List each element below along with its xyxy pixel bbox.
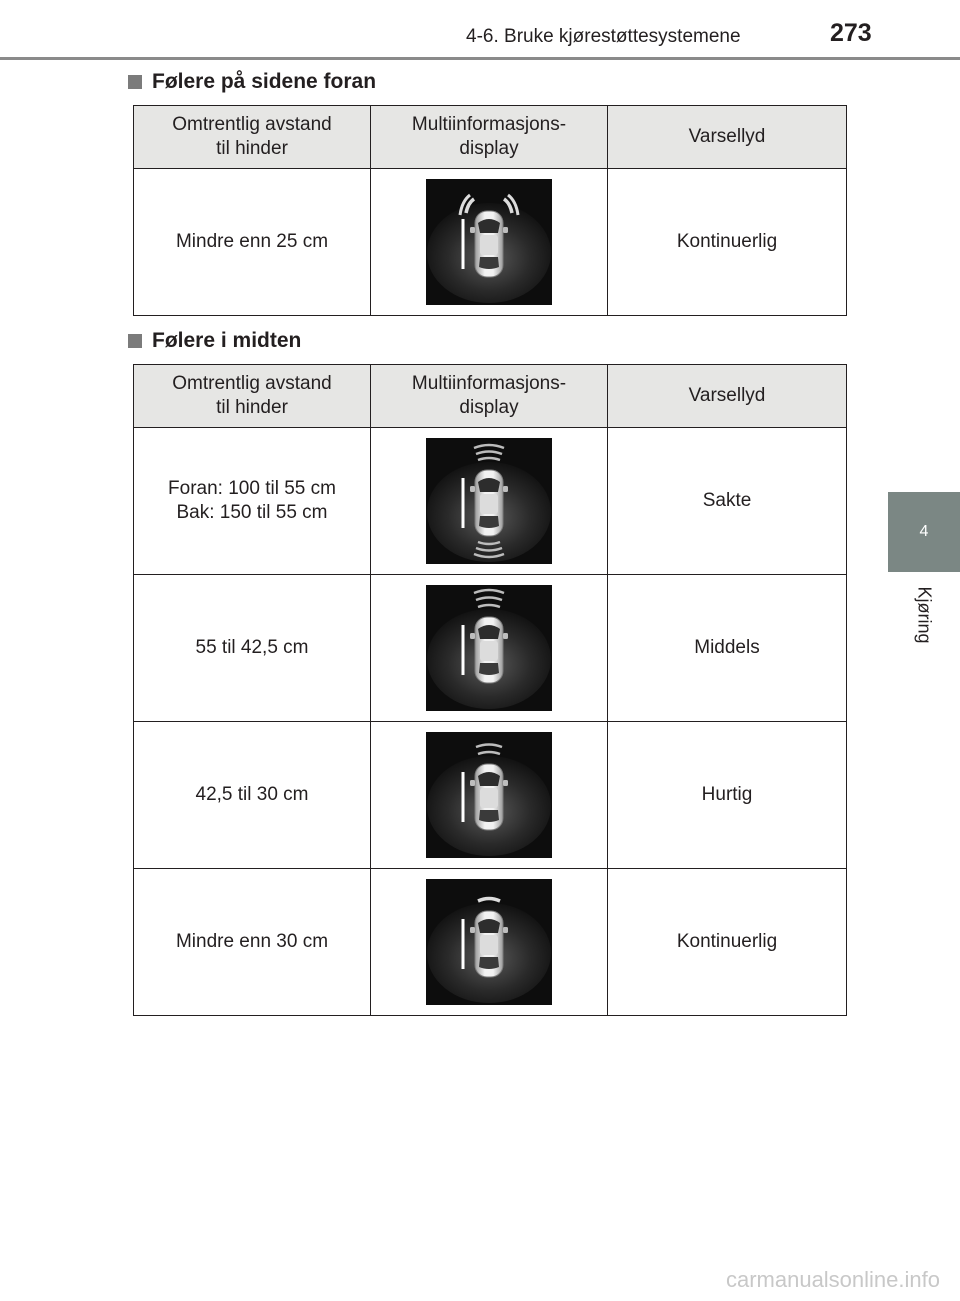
distance-cell: 42,5 til 30 cm: [134, 722, 371, 869]
section-heading-text: Følere på sidene foran: [152, 70, 377, 93]
table-header-row: [134, 106, 847, 169]
sound-cell: Middels: [608, 575, 847, 722]
chapter-number: 4: [919, 523, 929, 540]
display-cell: [371, 428, 608, 575]
section-heading-center: [128, 329, 301, 353]
column-header-distance: Omtrentlig avstand til hinder: [134, 106, 371, 169]
display-cell: [371, 575, 608, 722]
column-header-display: Multiinformasjons- display: [371, 365, 608, 428]
table-header-row: [134, 365, 847, 428]
header-title: 4-6. Bruke kjørestøttesystemene: [466, 26, 741, 47]
car-center-sensors-close-icon: [426, 879, 552, 1005]
chapter-name: Kjøring: [914, 586, 935, 644]
page-number: 273: [830, 19, 872, 47]
header-rule: [0, 57, 960, 60]
table-row: [134, 169, 847, 316]
car-center-sensors-near-icon: [426, 732, 552, 858]
car-center-sensors-mid-icon: [426, 585, 552, 711]
column-header-sound: Varsellyd: [608, 106, 847, 169]
display-cell: [371, 169, 608, 316]
front-side-sensor-table: [133, 105, 847, 316]
display-cell: [371, 722, 608, 869]
column-header-sound: Varsellyd: [608, 365, 847, 428]
table-row: [134, 722, 847, 869]
table-row: [134, 575, 847, 722]
center-sensor-table: [133, 364, 847, 1016]
column-header-distance: Omtrentlig avstand til hinder: [134, 365, 371, 428]
display-cell: [371, 869, 608, 1016]
table-row: [134, 428, 847, 575]
distance-cell: Foran: 100 til 55 cm Bak: 150 til 55 cm: [134, 428, 371, 575]
sound-cell: Kontinuerlig: [608, 869, 847, 1016]
chapter-tab[interactable]: [888, 492, 960, 572]
column-header-display: Multiinformasjons- display: [371, 106, 608, 169]
table-row: [134, 869, 847, 1016]
distance-cell: 55 til 42,5 cm: [134, 575, 371, 722]
distance-cell: Mindre enn 30 cm: [134, 869, 371, 1016]
section-heading-front-side: [128, 70, 376, 94]
distance-cell: Mindre enn 25 cm: [134, 169, 371, 316]
bullet-square-icon: [128, 334, 142, 348]
section-heading-text: Følere i midten: [152, 329, 302, 352]
sound-cell: Hurtig: [608, 722, 847, 869]
car-front-side-sensors-icon: [426, 179, 552, 305]
sound-cell: Sakte: [608, 428, 847, 575]
footer-watermark[interactable]: carmanualsonline.info: [725, 1267, 940, 1292]
car-center-sensors-far-icon: [426, 438, 552, 564]
bullet-square-icon: [128, 75, 142, 89]
sound-cell: Kontinuerlig: [608, 169, 847, 316]
